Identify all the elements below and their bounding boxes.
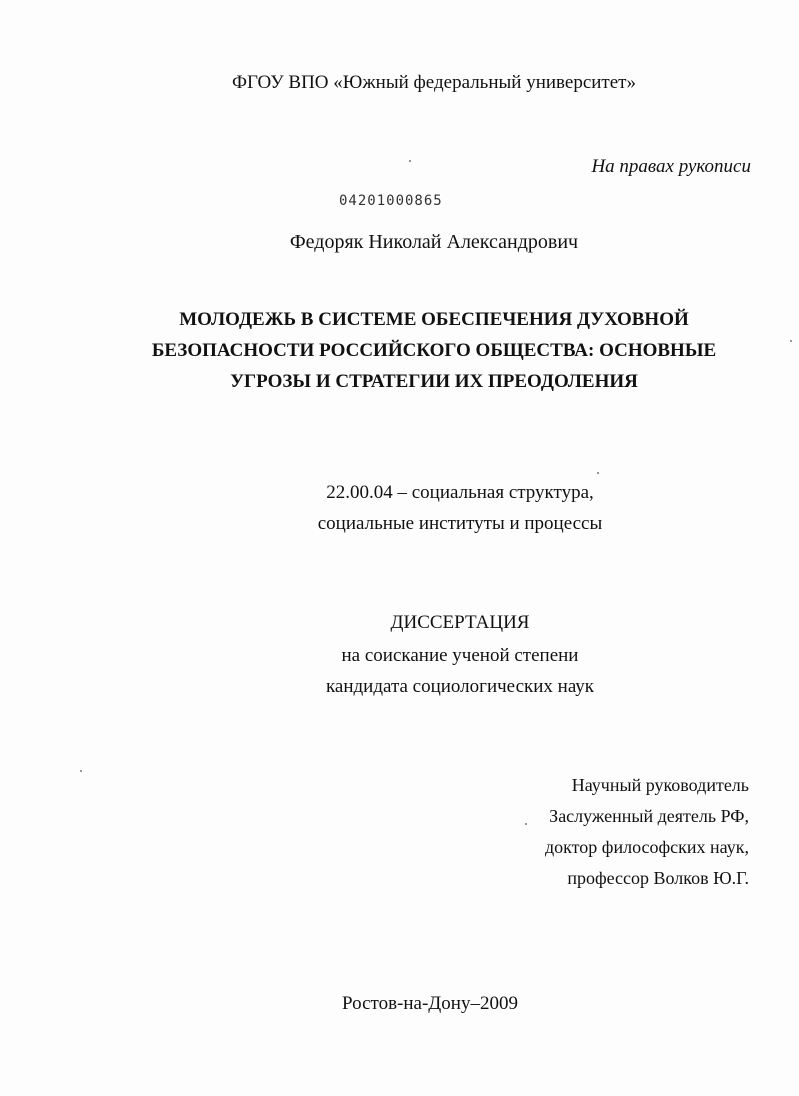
place-and-year: Ростов-на-Дону–2009 bbox=[342, 993, 518, 1014]
scan-speck bbox=[409, 160, 411, 162]
specialty-code: 22.00.04 – социальная структура, bbox=[326, 482, 594, 503]
advisor-line: доктор философских наук, bbox=[545, 837, 749, 857]
degree-purpose: на соискание ученой степени bbox=[341, 645, 579, 666]
title-line: МОЛОДЕЖЬ В СИСТЕМЕ ОБЕСПЕЧЕНИЯ ДУХОВНОЙ bbox=[179, 309, 689, 330]
scan-speck bbox=[525, 823, 527, 825]
specialty-name: социальные институты и процессы bbox=[317, 513, 603, 534]
scan-speck bbox=[790, 340, 792, 342]
title-line: БЕЗОПАСНОСТИ РОССИЙСКОГО ОБЩЕСТВА: ОСНОВНЫЕ bbox=[151, 340, 717, 361]
advisor-line: Научный руководитель bbox=[571, 775, 749, 795]
manuscript-rights-note: На правах рукописи bbox=[591, 156, 751, 177]
dissertation-title bbox=[120, 304, 748, 397]
scientific-advisor bbox=[545, 770, 749, 894]
document-type: ДИССЕРТАЦИЯ bbox=[390, 612, 530, 633]
advisor-line: профессор Волков Ю.Г. bbox=[567, 868, 749, 888]
registration-number-stamp: 04201000865 bbox=[339, 193, 443, 209]
institution-name: ФГОУ ВПО «Южный федеральный университет» bbox=[232, 72, 636, 93]
degree-field: кандидата социологических наук bbox=[325, 676, 595, 697]
advisor-line: Заслуженный деятель РФ, bbox=[549, 806, 749, 826]
title-line: УГРОЗЫ И СТРАТЕГИИ ИХ ПРЕОДОЛЕНИЯ bbox=[230, 371, 638, 392]
scan-speck bbox=[80, 770, 82, 772]
scan-speck bbox=[597, 472, 599, 474]
author-name: Федоряк Николай Александрович bbox=[289, 231, 579, 253]
